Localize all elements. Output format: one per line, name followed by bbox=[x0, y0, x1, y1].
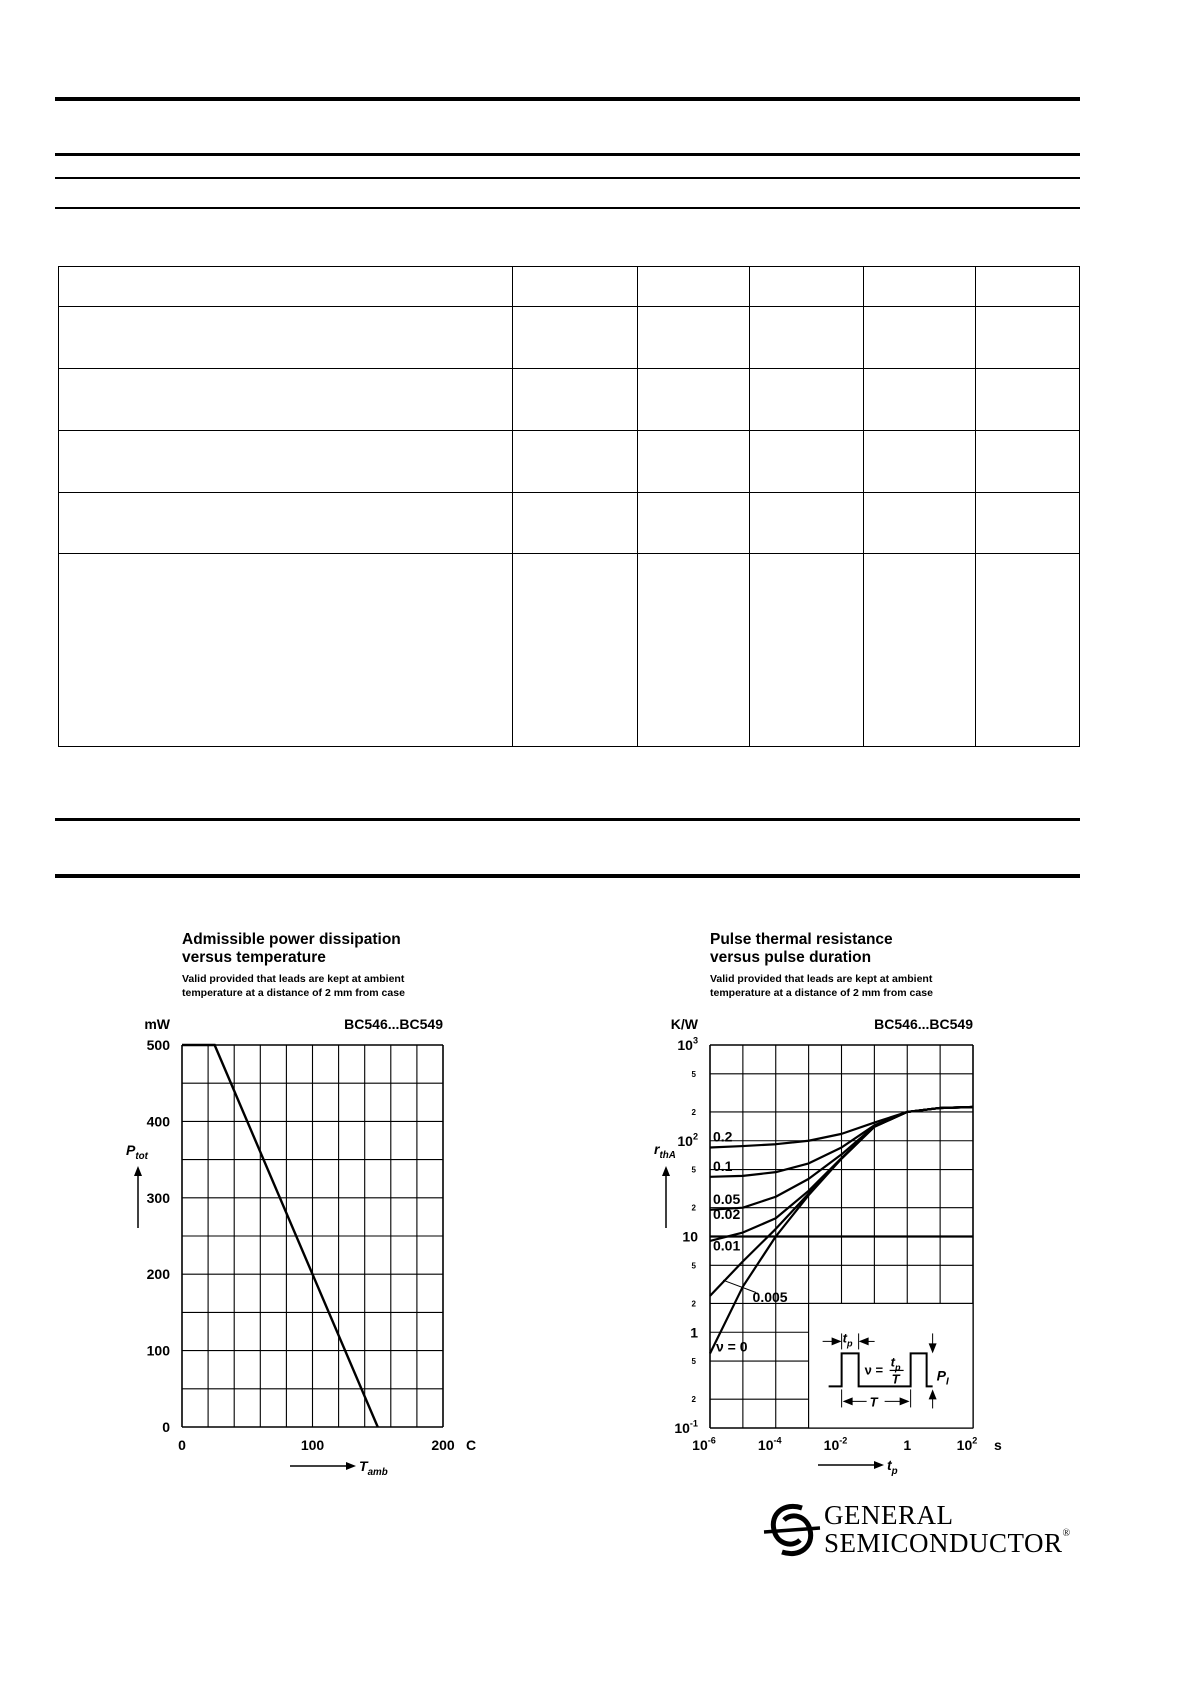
series-label: 0.1 bbox=[713, 1157, 733, 1174]
y-minor-tick-label: 2 bbox=[691, 1299, 696, 1309]
x-axis-arrow-head bbox=[874, 1461, 884, 1469]
y-axis-symbol: $r_{thA}$ bbox=[654, 1141, 676, 1162]
y-tick-label: 0 bbox=[162, 1419, 170, 1435]
y-minor-tick-label: 5 bbox=[691, 1261, 696, 1271]
device-label: BC546...BC549 bbox=[344, 1016, 443, 1032]
y-minor-tick-label: 2 bbox=[691, 1107, 696, 1117]
series-label: 0.01 bbox=[713, 1237, 741, 1254]
y-unit-label: mW bbox=[144, 1016, 170, 1032]
y-tick-label: $10^{-1}$ bbox=[674, 1418, 698, 1436]
inset-frac-num: $t_p$ bbox=[890, 1354, 901, 1373]
device-label: BC546...BC549 bbox=[874, 1016, 973, 1032]
right-chart-subtitle-line1: Valid provided that leads are kept at ambient bbox=[710, 973, 933, 985]
x-tick-label: 1 bbox=[903, 1437, 912, 1453]
y-tick-label: 100 bbox=[146, 1342, 170, 1359]
registered-mark: ® bbox=[1062, 1528, 1071, 1539]
inset-nu-label: ν = bbox=[864, 1362, 884, 1378]
series-label: ν = 0 bbox=[716, 1338, 748, 1355]
y-minor-tick-label: 2 bbox=[691, 1395, 696, 1405]
y-tick-label: 500 bbox=[146, 1037, 170, 1053]
brand-logo bbox=[762, 1500, 1071, 1560]
y-tick-label: 10 bbox=[682, 1228, 698, 1245]
y-minor-tick-label: 5 bbox=[691, 1069, 696, 1079]
y-tick-label: 200 bbox=[146, 1266, 170, 1283]
y-tick-label: 400 bbox=[146, 1113, 170, 1130]
y-axis-arrow-head bbox=[662, 1166, 670, 1176]
series-label: 0.05 bbox=[713, 1190, 741, 1207]
general-semiconductor-logo-icon bbox=[762, 1500, 822, 1560]
y-minor-tick-label: 5 bbox=[691, 1165, 696, 1175]
inset-pi-label: $P_I$ bbox=[936, 1367, 949, 1388]
left-chart-title-line2: versus temperature bbox=[182, 949, 326, 966]
x-unit-label: s bbox=[994, 1437, 1002, 1453]
x-tick-label: $10^{-6}$ bbox=[692, 1435, 716, 1453]
right-chart-subtitle-line2: temperature at a distance of 2 mm from case bbox=[710, 987, 933, 999]
x-unit-label: C bbox=[466, 1437, 477, 1453]
brand-line1: GENERAL bbox=[824, 1500, 954, 1530]
x-tick-label: 0 bbox=[178, 1437, 186, 1453]
x-tick-label: $10^2$ bbox=[956, 1435, 978, 1453]
series-label: 0.2 bbox=[713, 1128, 733, 1145]
inset-frac-den: T bbox=[891, 1371, 900, 1387]
right-chart-title-line1: Pulse thermal resistance bbox=[710, 931, 893, 948]
left-chart-subtitle-line2: temperature at a distance of 2 mm from case bbox=[182, 987, 405, 999]
y-tick-label: 300 bbox=[146, 1189, 170, 1206]
y-unit-label: K/W bbox=[670, 1016, 698, 1032]
right-chart-title-line2: versus pulse duration bbox=[710, 949, 872, 966]
x-axis-symbol: $T_{amb}$ bbox=[359, 1458, 388, 1479]
y-minor-tick-label: 5 bbox=[691, 1357, 696, 1367]
y-tick-label: $10^3$ bbox=[677, 1035, 698, 1053]
series-label: 0.02 bbox=[713, 1206, 741, 1223]
left-chart-title-line1: Admissible power dissipation bbox=[182, 931, 401, 948]
x-axis-symbol: $t_p$ bbox=[887, 1457, 898, 1478]
y-minor-tick-label: 2 bbox=[691, 1203, 696, 1213]
brand-line2: SEMICONDUCTOR® bbox=[824, 1528, 1071, 1558]
left-chart-subtitle-line1: Valid provided that leads are kept at ambient bbox=[182, 973, 405, 985]
x-tick-label: $10^{-4}$ bbox=[757, 1435, 782, 1453]
x-tick-label: 200 bbox=[431, 1437, 455, 1453]
y-tick-label: $10^2$ bbox=[677, 1131, 698, 1149]
series-label-leader bbox=[723, 1280, 756, 1292]
series-label: 0.005 bbox=[752, 1289, 788, 1306]
y-axis-symbol: $P_{tot}$ bbox=[126, 1142, 148, 1163]
inset-tp-label: $t_p$ bbox=[842, 1330, 853, 1349]
x-tick-label: $10^{-2}$ bbox=[823, 1435, 848, 1453]
y-tick-label: 1 bbox=[690, 1324, 698, 1341]
inset-period-label: T bbox=[869, 1394, 878, 1410]
x-tick-label: 100 bbox=[300, 1437, 325, 1453]
